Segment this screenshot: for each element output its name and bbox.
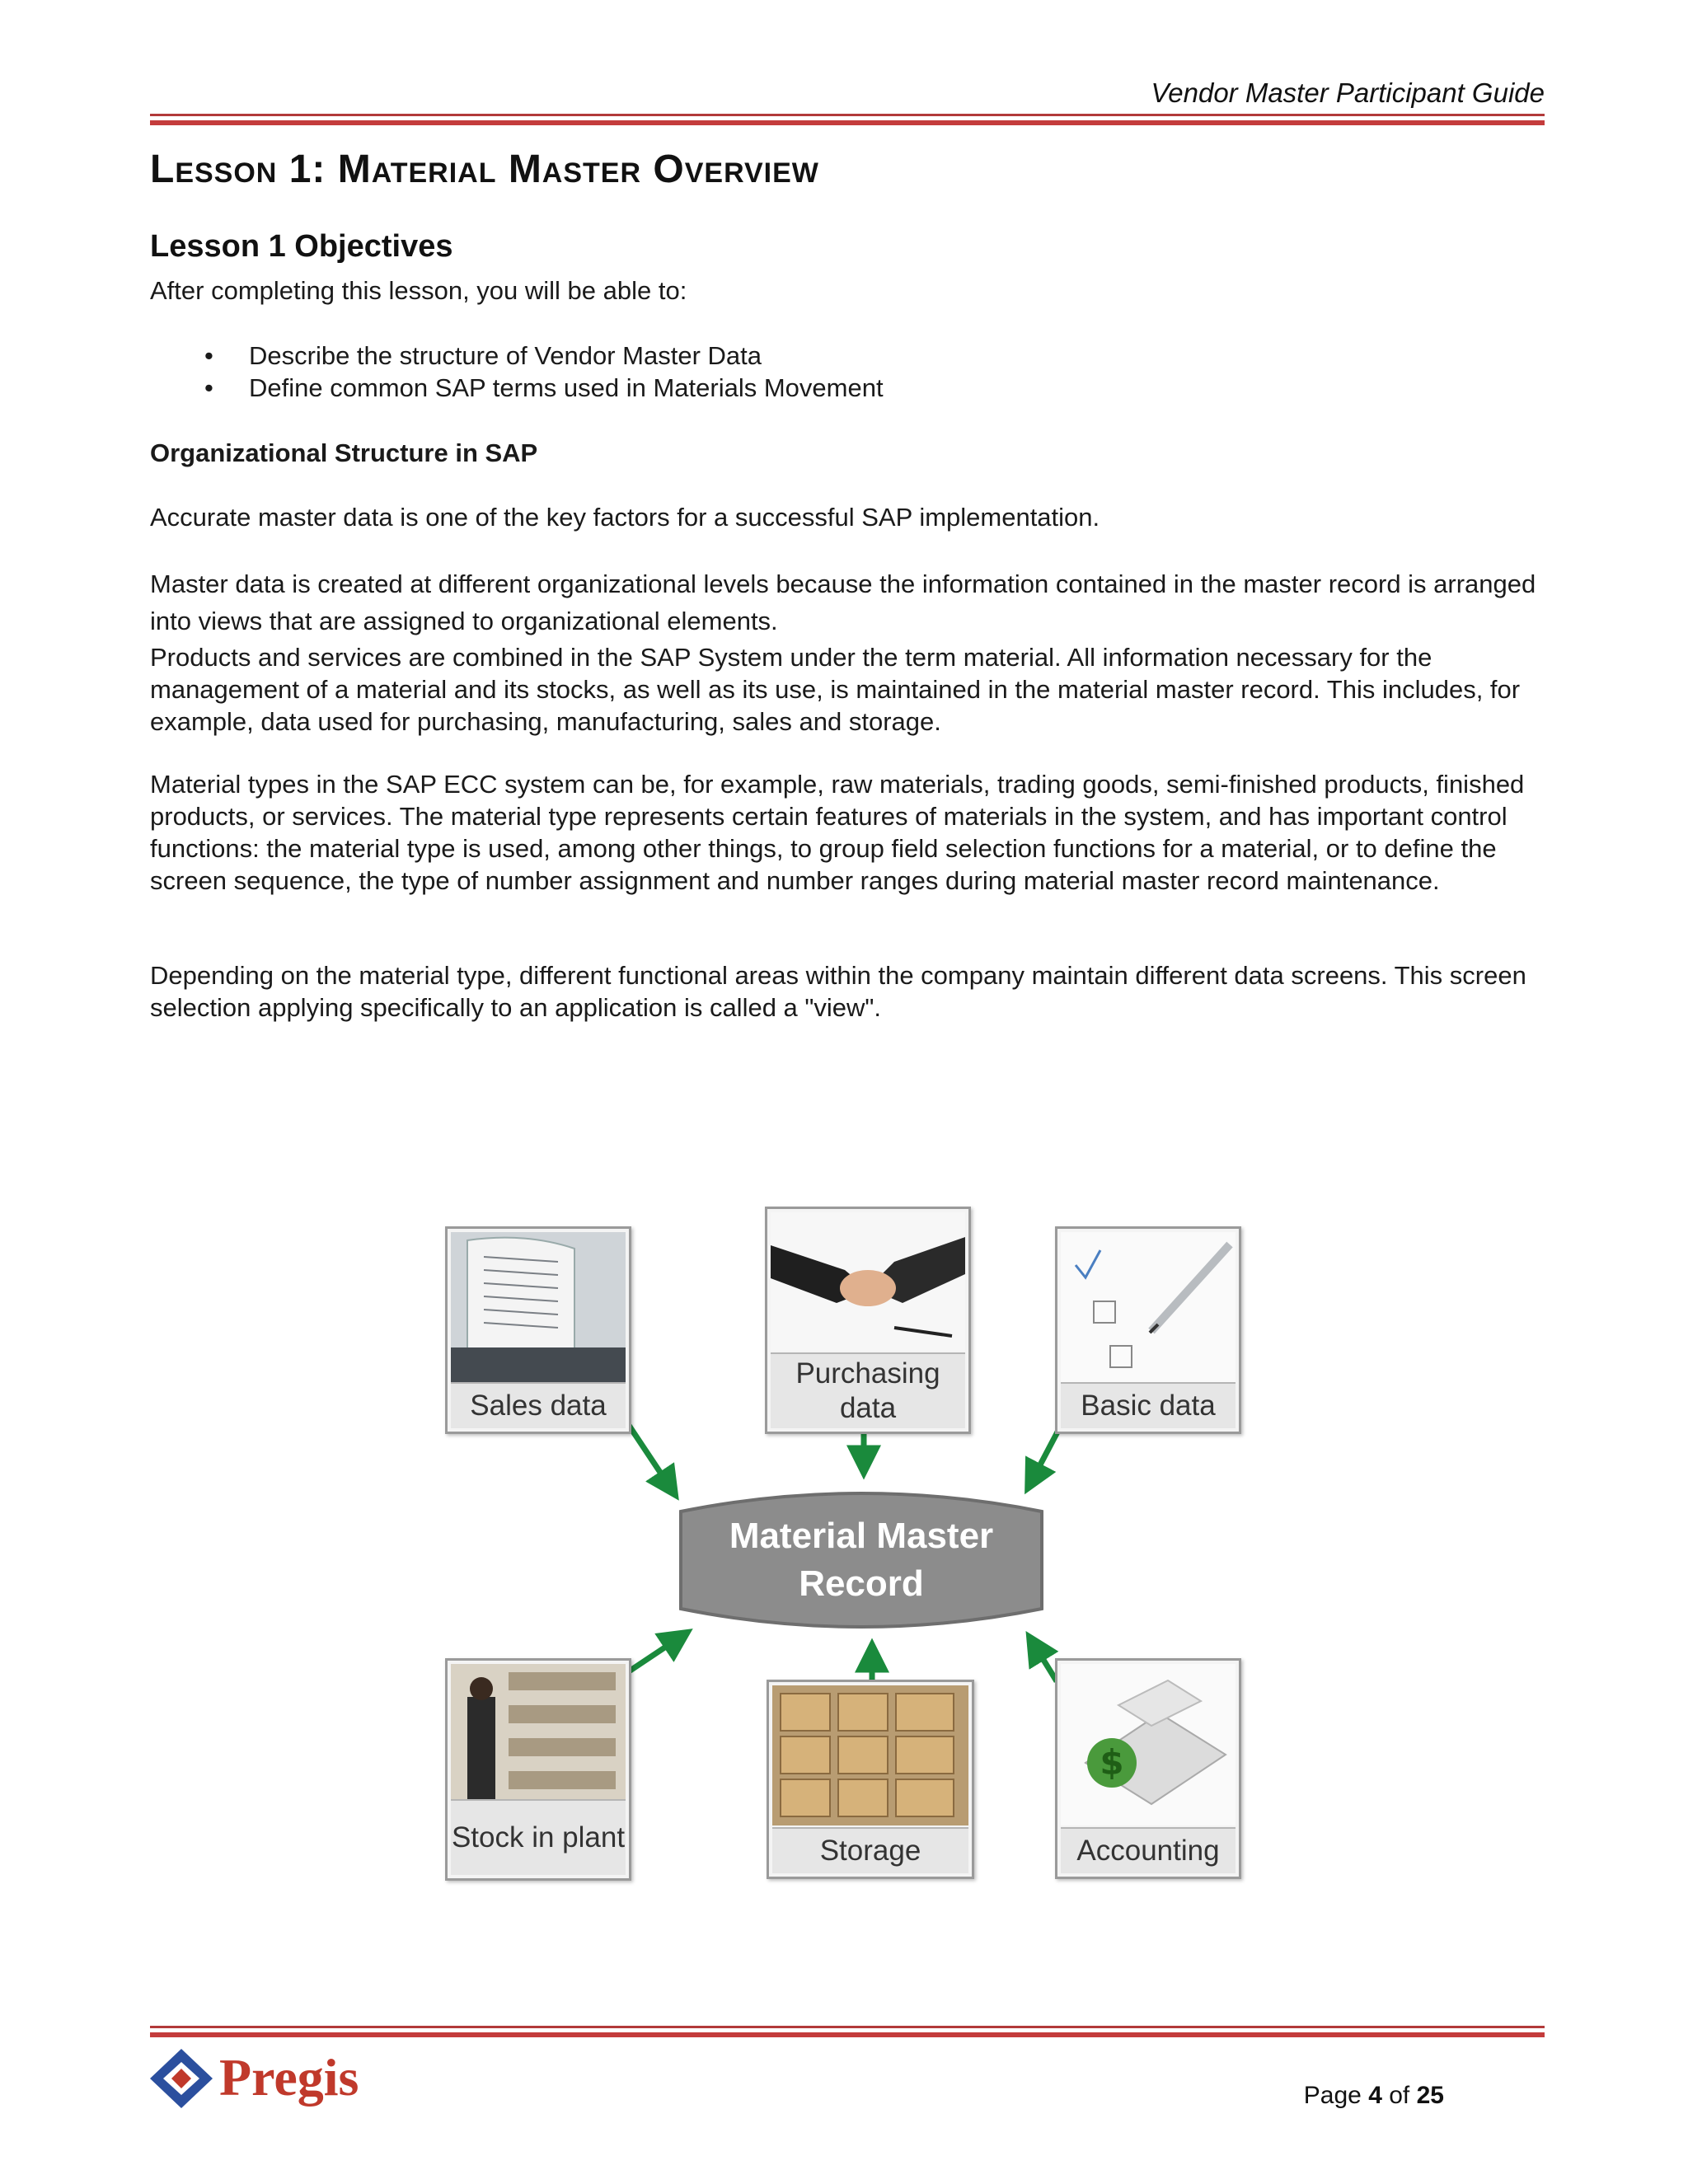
page-current: 4 bbox=[1368, 2082, 1382, 2109]
card-label: Storage bbox=[772, 1827, 968, 1873]
handshake-icon bbox=[771, 1212, 965, 1351]
card-label: Stock in plant bbox=[451, 1799, 626, 1875]
material-master-record bbox=[676, 1482, 1047, 1638]
section-heading: Organizational Structure in SAP bbox=[150, 438, 538, 467]
arrow-stock bbox=[626, 1633, 686, 1673]
arrow-accounting bbox=[1030, 1638, 1057, 1681]
bullet-icon: • bbox=[204, 341, 213, 370]
material-master-diagram bbox=[445, 1203, 1253, 1887]
dollar-puzzle-icon bbox=[1061, 1664, 1236, 1825]
paragraph: Master data is created at different organizational levels because the information contained in the master record is arranged into views that are assigned to organizational elements. bbox=[150, 569, 1536, 635]
page-number bbox=[1154, 2082, 1444, 2110]
storage-card bbox=[767, 1680, 974, 1879]
pregis-logo-icon bbox=[148, 2041, 371, 2115]
objectives-list bbox=[204, 340, 884, 404]
accounting-card bbox=[1055, 1658, 1241, 1879]
paragraph: Accurate master data is one of the key factors for a successful SAP implementation. bbox=[150, 503, 1100, 532]
lesson-title: Lesson 1: Material Master Overview bbox=[150, 148, 819, 191]
page-of: of bbox=[1389, 2082, 1410, 2109]
paragraph: Products and services are combined in the SAP System under the term material. All information necessary for the management of a material and its stocks, as well as its use, is maintained in the material master record. This includes, for example, data used for purchasing, manufacturing, sales and storage. bbox=[150, 643, 1521, 736]
svg-text:$: $ bbox=[1100, 1742, 1124, 1783]
card-label: Purchasing data bbox=[771, 1352, 965, 1428]
purchasing-data-card bbox=[765, 1207, 971, 1434]
paragraph: Material types in the SAP ECC system can be, for example, raw materials, trading goods, semi-finished products, finished products, or services. The material type represents certain features of materials in the system, and has important control functions: the material type is used, among other things, to group field selection functions for a material, or to define the screen sequence, the type of number assignment and number ranges during material master record maintenance. bbox=[150, 770, 1525, 895]
boxes-storage-icon bbox=[772, 1685, 968, 1825]
objectives-heading: Lesson 1 Objectives bbox=[150, 229, 453, 264]
page-total: 25 bbox=[1416, 2082, 1444, 2109]
paper-roll-icon bbox=[451, 1232, 626, 1384]
stock-in-plant-card bbox=[445, 1658, 631, 1881]
list-item bbox=[204, 340, 884, 372]
warehouse-shelves-icon bbox=[451, 1664, 626, 1799]
record-title-line2: Record bbox=[799, 1563, 924, 1604]
bullet-icon: • bbox=[204, 373, 213, 402]
arrow-sales bbox=[628, 1424, 674, 1493]
header-rule-bottom bbox=[150, 120, 1545, 125]
record-title-line1: Material Master bbox=[729, 1516, 994, 1556]
card-label: Sales data bbox=[451, 1382, 626, 1428]
basic-data-card bbox=[1055, 1226, 1241, 1434]
header-rule-top bbox=[150, 114, 1545, 116]
objective-text: Define common SAP terms used in Materials Movement bbox=[249, 373, 884, 402]
checklist-icon bbox=[1061, 1232, 1236, 1384]
list-item bbox=[204, 372, 884, 404]
paragraph: Depending on the material type, different functional areas within the company maintain different data screens. This screen selection applying specifically to an application is called a "view". bbox=[150, 961, 1526, 1022]
objectives-intro: After completing this lesson, you will be able to: bbox=[150, 276, 687, 305]
card-label: Accounting bbox=[1061, 1827, 1236, 1873]
card-label: Basic data bbox=[1061, 1382, 1236, 1428]
footer-rule-top bbox=[150, 2026, 1545, 2028]
guide-title: Vendor Master Participant Guide bbox=[1151, 77, 1545, 108]
company-name: Pregis bbox=[219, 2048, 359, 2107]
company-logo bbox=[148, 2041, 371, 2119]
sales-data-card bbox=[445, 1226, 631, 1434]
objective-text: Describe the structure of Vendor Master Data bbox=[249, 341, 762, 370]
page-prefix: Page bbox=[1303, 2082, 1362, 2109]
footer-rule-bottom bbox=[150, 2032, 1545, 2037]
